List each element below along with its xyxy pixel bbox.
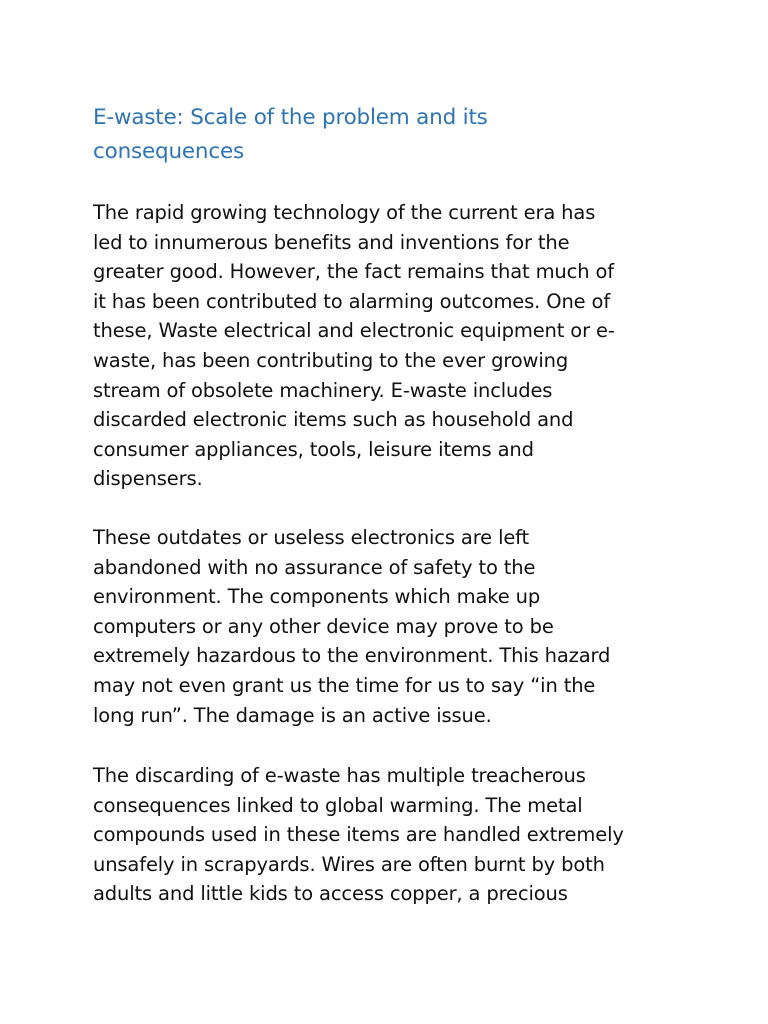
paragraph-intro [93, 198, 733, 494]
text-line: led to innumerous benefits and inventions for the [93, 230, 570, 254]
text-line: computers or any other device may prove to be [93, 614, 554, 638]
text-line: may not even grant us the time for us to say “in the [93, 673, 596, 697]
text-line: discarded electronic items such as household and [93, 408, 574, 432]
text-line: adults and little kids to access copper, a precious [93, 882, 568, 906]
paragraph-hazards [93, 523, 733, 730]
text-line: extremely hazardous to the environment. This hazard [93, 644, 611, 668]
text-line: these, Waste electrical and electronic equipment or e- [93, 319, 615, 343]
heading-line: consequences [93, 139, 245, 164]
text-line: stream of obsolete machinery. E-waste includes [93, 378, 553, 402]
paragraph-consequences [93, 761, 733, 909]
text-line: unsafely in scrapyards. Wires are often burnt by both [93, 852, 605, 876]
text-line: environment. The components which make up [93, 585, 541, 609]
text-line: waste, has been contributing to the ever growing [93, 348, 569, 372]
text-line: These outdates or useless electronics are left [93, 526, 530, 549]
text-line: The discarding of e-waste has multiple treacherous [93, 764, 586, 787]
text-line: it has been contributed to alarming outcomes. One of [93, 289, 611, 313]
heading-line: E-waste: Scale of the problem and its [93, 105, 488, 130]
text-line: long run”. The damage is an active issue. [93, 703, 492, 727]
text-line: consequences linked to global warming. The metal [93, 793, 583, 817]
document-heading [93, 101, 693, 169]
text-line: abandoned with no assurance of safety to the [93, 555, 536, 579]
text-line: dispensers. [93, 467, 203, 491]
text-line: The rapid growing technology of the current era has [93, 201, 596, 224]
text-line: consumer appliances, tools, leisure items and [93, 437, 534, 461]
text-line: compounds used in these items are handled extremely [93, 823, 624, 847]
text-line: greater good. However, the fact remains that much of [93, 260, 614, 284]
